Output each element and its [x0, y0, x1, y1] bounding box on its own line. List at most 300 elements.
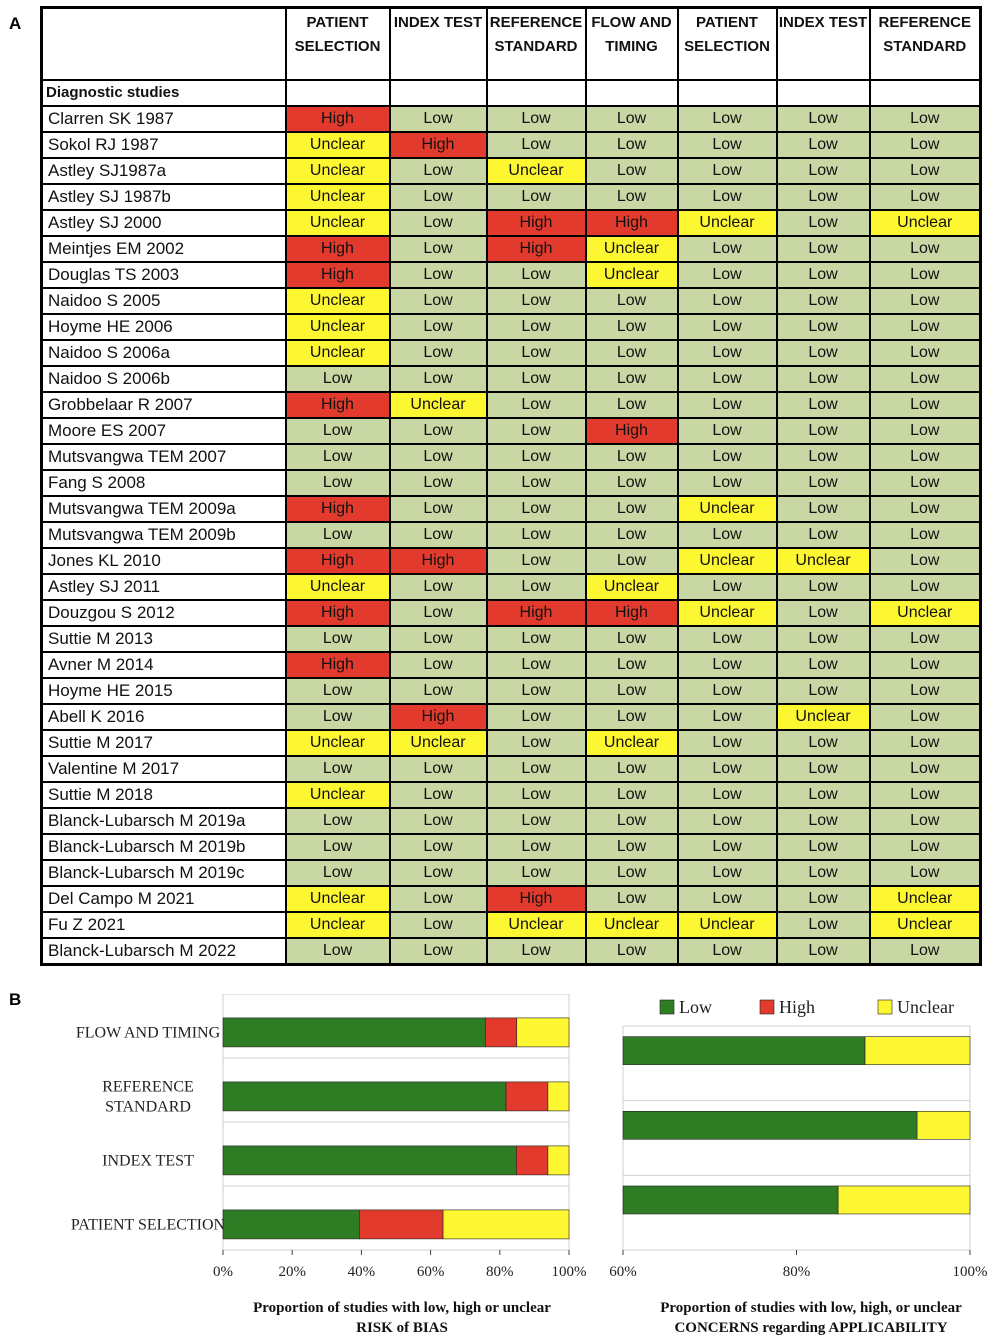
rating-cell: Unclear: [390, 730, 487, 756]
rating-cell: High: [286, 548, 390, 574]
table-row: [42, 470, 981, 496]
rating-cell: Low: [870, 288, 981, 314]
rating-cell: Low: [678, 288, 777, 314]
study-name: Astley SJ1987a: [42, 158, 286, 184]
rating-cell: Low: [390, 626, 487, 652]
study-name: Blanck-Lubarsch M 2022: [42, 938, 286, 965]
rating-cell: Low: [777, 756, 870, 782]
rating-cell: High: [586, 600, 678, 626]
rating-cell: Low: [487, 834, 586, 860]
study-name: Douzgou S 2012: [42, 600, 286, 626]
table-row: [42, 496, 981, 522]
rating-cell: Low: [390, 808, 487, 834]
rating-cell: Low: [678, 652, 777, 678]
bar-segment-high: [359, 1210, 443, 1239]
rating-cell: Unclear: [286, 132, 390, 158]
rating-cell: Low: [390, 288, 487, 314]
rating-cell: Low: [678, 704, 777, 730]
rating-cell: Low: [487, 782, 586, 808]
rating-cell: Unclear: [286, 912, 390, 938]
rating-cell: High: [487, 886, 586, 912]
study-name: Mutsvangwa TEM 2009a: [42, 496, 286, 522]
rating-cell: Low: [870, 678, 981, 704]
x-tick-label: 100%: [551, 1264, 587, 1280]
rating-cell: Low: [487, 418, 586, 444]
rating-cell: Low: [286, 470, 390, 496]
rating-cell: Unclear: [286, 184, 390, 210]
rating-cell: Low: [678, 860, 777, 886]
table-row: [42, 444, 981, 470]
rating-cell: Low: [870, 314, 981, 340]
rating-cell: Low: [586, 808, 678, 834]
rating-cell: Low: [777, 522, 870, 548]
panel-a-label: A: [9, 14, 22, 33]
rating-cell: High: [390, 704, 487, 730]
rating-cell: High: [586, 418, 678, 444]
rating-cell: High: [286, 106, 390, 132]
risk-of-bias-chart: [0, 994, 600, 1344]
legend-label: Unclear: [897, 997, 954, 1017]
rating-cell: Low: [777, 730, 870, 756]
study-name: Astley SJ 2011: [42, 574, 286, 600]
header-empty: [42, 8, 286, 81]
rating-cell: High: [286, 496, 390, 522]
study-name: Hoyme HE 2015: [42, 678, 286, 704]
x-axis-label-line1: Proportion of studies with low, high, or unclear: [660, 1300, 962, 1316]
study-name: Valentine M 2017: [42, 756, 286, 782]
rating-cell: Low: [487, 392, 586, 418]
rating-cell: Low: [777, 834, 870, 860]
bar-segment-unclear: [917, 1111, 970, 1139]
header-index-test-bias: INDEX TEST: [390, 8, 487, 81]
rating-cell: Low: [870, 132, 981, 158]
x-tick-label: 60%: [416, 1264, 445, 1280]
rating-cell: Low: [390, 184, 487, 210]
study-name: Fu Z 2021: [42, 912, 286, 938]
rating-cell: Low: [487, 704, 586, 730]
rating-cell: Low: [286, 366, 390, 392]
rating-cell: Low: [678, 106, 777, 132]
rating-cell: Low: [286, 522, 390, 548]
rating-cell: Low: [390, 470, 487, 496]
bar-segment-low: [623, 1111, 917, 1139]
table-row: [42, 522, 981, 548]
rating-cell: Low: [777, 236, 870, 262]
rating-cell: Low: [390, 652, 487, 678]
table-row: [42, 210, 981, 236]
rating-cell: Low: [870, 106, 981, 132]
rating-cell: Low: [870, 574, 981, 600]
rating-cell: Low: [586, 626, 678, 652]
rating-cell: Low: [870, 782, 981, 808]
rating-cell: Low: [487, 444, 586, 470]
rating-cell: High: [390, 132, 487, 158]
rating-cell: Low: [390, 912, 487, 938]
rating-cell: Unclear: [586, 912, 678, 938]
table-row: [42, 704, 981, 730]
rating-cell: Low: [487, 730, 586, 756]
rating-cell: Unclear: [487, 158, 586, 184]
rating-cell: Low: [870, 548, 981, 574]
rating-cell: Low: [777, 418, 870, 444]
rating-cell: Low: [487, 184, 586, 210]
rating-cell: Unclear: [870, 886, 981, 912]
rating-cell: Unclear: [870, 600, 981, 626]
rating-cell: Low: [870, 704, 981, 730]
rating-cell: Low: [390, 314, 487, 340]
rating-cell: Low: [390, 418, 487, 444]
rating-cell: Unclear: [286, 730, 390, 756]
rating-cell: Low: [678, 470, 777, 496]
rating-cell: Low: [487, 288, 586, 314]
category-label: REFERENCE STANDARD: [102, 1078, 194, 1116]
bar-segment-unclear: [548, 1146, 569, 1175]
study-name: Suttie M 2013: [42, 626, 286, 652]
study-name: Blanck-Lubarsch M 2019c: [42, 860, 286, 886]
rating-cell: Unclear: [777, 548, 870, 574]
rating-cell: Low: [586, 106, 678, 132]
rating-cell: High: [286, 600, 390, 626]
rating-cell: Low: [487, 756, 586, 782]
rating-cell: Low: [286, 756, 390, 782]
rating-cell: Low: [487, 808, 586, 834]
rating-cell: Low: [487, 314, 586, 340]
rating-cell: Low: [487, 522, 586, 548]
rating-cell: Low: [870, 626, 981, 652]
table-row: [42, 574, 981, 600]
study-name: Fang S 2008: [42, 470, 286, 496]
rating-cell: Low: [390, 262, 487, 288]
rating-cell: Low: [777, 314, 870, 340]
rating-cell: Low: [586, 314, 678, 340]
bar-segment-low: [223, 1082, 506, 1111]
rating-cell: Low: [586, 782, 678, 808]
rating-cell: Low: [678, 938, 777, 965]
rating-cell: Unclear: [586, 262, 678, 288]
rating-cell: Low: [777, 340, 870, 366]
table-row: [42, 418, 981, 444]
rating-cell: Low: [586, 496, 678, 522]
rating-cell: Low: [390, 158, 487, 184]
rating-cell: Low: [870, 470, 981, 496]
rating-cell: Low: [777, 496, 870, 522]
rating-cell: Low: [678, 444, 777, 470]
table-row: [42, 886, 981, 912]
rating-cell: Low: [777, 288, 870, 314]
study-name: Clarren SK 1987: [42, 106, 286, 132]
rating-cell: Low: [777, 210, 870, 236]
table-row: [42, 314, 981, 340]
rating-cell: High: [286, 236, 390, 262]
rating-cell: Low: [678, 366, 777, 392]
rating-cell: Low: [777, 600, 870, 626]
rating-cell: Low: [777, 860, 870, 886]
rating-cell: Low: [390, 756, 487, 782]
rating-cell: Low: [390, 782, 487, 808]
bar-segment-unclear: [865, 1037, 970, 1065]
rating-cell: Low: [390, 886, 487, 912]
rating-cell: Low: [870, 860, 981, 886]
study-name: Blanck-Lubarsch M 2019b: [42, 834, 286, 860]
legend-swatch-low: [660, 1000, 674, 1014]
rating-cell: Low: [390, 522, 487, 548]
rating-cell: Low: [777, 106, 870, 132]
rating-cell: Low: [870, 366, 981, 392]
table-row: [42, 340, 981, 366]
rating-cell: Low: [487, 548, 586, 574]
rating-cell: Low: [487, 366, 586, 392]
table-row: [42, 392, 981, 418]
rating-cell: Low: [678, 522, 777, 548]
rating-cell: Low: [777, 184, 870, 210]
rating-cell: Low: [586, 184, 678, 210]
rating-cell: Low: [870, 340, 981, 366]
legend-label: High: [779, 997, 815, 1017]
rating-cell: Low: [390, 496, 487, 522]
header-patient-selection-applicability: PATIENT SELECTION: [678, 8, 777, 81]
rating-cell: Low: [487, 626, 586, 652]
rating-cell: Low: [777, 392, 870, 418]
rating-cell: Low: [286, 626, 390, 652]
rating-cell: Low: [487, 470, 586, 496]
rating-cell: High: [286, 262, 390, 288]
rating-cell: Unclear: [286, 782, 390, 808]
rating-cell: Low: [390, 340, 487, 366]
rating-cell: Low: [678, 236, 777, 262]
study-name: Suttie M 2018: [42, 782, 286, 808]
bar-segment-low: [623, 1186, 838, 1214]
rating-cell: Low: [286, 938, 390, 965]
rating-cell: Low: [678, 574, 777, 600]
study-name: Meintjes EM 2002: [42, 236, 286, 262]
rating-cell: Low: [678, 418, 777, 444]
applicability-chart: [600, 994, 999, 1344]
rating-cell: Low: [777, 470, 870, 496]
study-name: Moore ES 2007: [42, 418, 286, 444]
table-row: [42, 834, 981, 860]
rating-cell: Unclear: [678, 548, 777, 574]
rating-cell: Low: [870, 418, 981, 444]
rating-cell: Low: [586, 470, 678, 496]
rating-cell: Low: [390, 860, 487, 886]
table-row: [42, 600, 981, 626]
bar-segment-unclear: [548, 1082, 569, 1111]
legend-swatch-unclear: [878, 1000, 892, 1014]
legend-swatch-high: [760, 1000, 774, 1014]
x-tick-label: 40%: [347, 1264, 376, 1280]
rating-cell: Low: [586, 288, 678, 314]
rating-cell: Low: [678, 314, 777, 340]
bar-segment-low: [623, 1037, 865, 1065]
rating-cell: High: [487, 210, 586, 236]
rating-cell: Low: [487, 496, 586, 522]
rating-cell: Unclear: [870, 912, 981, 938]
study-name: Del Campo M 2021: [42, 886, 286, 912]
rating-cell: Low: [487, 652, 586, 678]
header-patient-selection-bias: PATIENT SELECTION: [286, 8, 390, 81]
rating-cell: Low: [870, 184, 981, 210]
rating-cell: Low: [870, 730, 981, 756]
table-row: [42, 652, 981, 678]
quality-assessment-table: [40, 6, 982, 966]
rating-cell: Unclear: [487, 912, 586, 938]
rating-cell: Low: [777, 574, 870, 600]
rating-cell: Low: [678, 340, 777, 366]
rating-cell: Low: [487, 132, 586, 158]
section-row: [42, 80, 981, 106]
rating-cell: Low: [777, 158, 870, 184]
rating-cell: Unclear: [586, 730, 678, 756]
rating-cell: Low: [777, 132, 870, 158]
table-row: [42, 678, 981, 704]
rating-cell: Low: [777, 626, 870, 652]
rating-cell: Unclear: [286, 210, 390, 236]
study-name: Douglas TS 2003: [42, 262, 286, 288]
table-row: [42, 626, 981, 652]
bar-segment-low: [223, 1018, 485, 1047]
rating-cell: Low: [586, 678, 678, 704]
rating-cell: Low: [586, 522, 678, 548]
rating-cell: Low: [777, 262, 870, 288]
rating-cell: Low: [487, 262, 586, 288]
category-label: FLOW AND TIMING: [75, 1024, 221, 1042]
rating-cell: High: [586, 210, 678, 236]
rating-cell: Low: [870, 834, 981, 860]
bar-segment-unclear: [443, 1210, 569, 1239]
rating-cell: Low: [870, 756, 981, 782]
table-row: [42, 548, 981, 574]
table-row: [42, 288, 981, 314]
rating-cell: Low: [777, 782, 870, 808]
study-name: Astley SJ 1987b: [42, 184, 286, 210]
study-name: Mutsvangwa TEM 2007: [42, 444, 286, 470]
study-name: Suttie M 2017: [42, 730, 286, 756]
rating-cell: Low: [678, 626, 777, 652]
x-axis-label-line2: CONCERNS regarding APPLICABILITY: [674, 1320, 948, 1336]
rating-cell: Low: [678, 158, 777, 184]
rating-cell: High: [390, 548, 487, 574]
rating-cell: Low: [586, 834, 678, 860]
study-name: Abell K 2016: [42, 704, 286, 730]
bar-segment-unclear: [517, 1018, 569, 1047]
rating-cell: Low: [870, 522, 981, 548]
rating-cell: Low: [487, 938, 586, 965]
rating-cell: Low: [777, 366, 870, 392]
rating-cell: Low: [390, 444, 487, 470]
rating-cell: Low: [777, 886, 870, 912]
bar-segment-high: [485, 1018, 516, 1047]
rating-cell: Low: [678, 392, 777, 418]
rating-cell: Low: [777, 652, 870, 678]
rating-cell: Low: [586, 340, 678, 366]
table-header-row: [42, 8, 981, 81]
rating-cell: Low: [777, 444, 870, 470]
table-row: [42, 756, 981, 782]
study-name: Avner M 2014: [42, 652, 286, 678]
study-name: Blanck-Lubarsch M 2019a: [42, 808, 286, 834]
rating-cell: Unclear: [678, 600, 777, 626]
rating-cell: Low: [487, 678, 586, 704]
rating-cell: High: [286, 652, 390, 678]
study-name: Hoyme HE 2006: [42, 314, 286, 340]
rating-cell: Unclear: [286, 886, 390, 912]
table-row: [42, 366, 981, 392]
rating-cell: Low: [678, 678, 777, 704]
rating-cell: Low: [586, 548, 678, 574]
rating-cell: Low: [586, 158, 678, 184]
table-row: [42, 184, 981, 210]
rating-cell: Low: [390, 210, 487, 236]
study-name: Astley SJ 2000: [42, 210, 286, 236]
rating-cell: Low: [586, 132, 678, 158]
table-row: [42, 912, 981, 938]
header-reference-standard-bias: REFERENCE STANDARD: [487, 8, 586, 81]
rating-cell: Low: [586, 366, 678, 392]
rating-cell: High: [286, 392, 390, 418]
table-row: [42, 158, 981, 184]
bar-segment-unclear: [838, 1186, 970, 1214]
header-reference-standard-applicability: REFERENCE STANDARD: [870, 8, 981, 81]
rating-cell: Low: [390, 236, 487, 262]
rating-cell: Low: [586, 860, 678, 886]
header-index-test-applicability: INDEX TEST: [777, 8, 870, 81]
table-row: [42, 106, 981, 132]
rating-cell: Low: [286, 444, 390, 470]
bar-segment-low: [223, 1146, 516, 1175]
rating-cell: High: [487, 236, 586, 262]
study-name: Sokol RJ 1987: [42, 132, 286, 158]
rating-cell: Low: [678, 886, 777, 912]
rating-cell: Low: [777, 808, 870, 834]
rating-cell: Low: [586, 392, 678, 418]
x-tick-label: 0%: [213, 1264, 233, 1280]
rating-cell: Low: [870, 158, 981, 184]
rating-cell: Low: [870, 236, 981, 262]
rating-cell: Low: [390, 106, 487, 132]
rating-cell: Unclear: [286, 158, 390, 184]
rating-cell: Low: [487, 106, 586, 132]
x-tick-label: 100%: [952, 1264, 988, 1280]
rating-cell: Low: [678, 730, 777, 756]
rating-cell: Low: [586, 652, 678, 678]
x-tick-label: 60%: [609, 1264, 637, 1280]
table-row: [42, 132, 981, 158]
rating-cell: Low: [286, 860, 390, 886]
table-row: [42, 808, 981, 834]
bar-segment-high: [516, 1146, 547, 1175]
rating-cell: Low: [286, 418, 390, 444]
rating-cell: Unclear: [286, 340, 390, 366]
rating-cell: Low: [678, 184, 777, 210]
legend-label: Low: [679, 997, 712, 1017]
rating-cell: Low: [390, 678, 487, 704]
study-name: Mutsvangwa TEM 2009b: [42, 522, 286, 548]
rating-cell: Low: [678, 808, 777, 834]
rating-cell: Unclear: [586, 574, 678, 600]
rating-cell: Low: [870, 392, 981, 418]
rating-cell: High: [487, 600, 586, 626]
rating-cell: Unclear: [678, 496, 777, 522]
table-row: [42, 860, 981, 886]
study-name: Naidoo S 2006a: [42, 340, 286, 366]
rating-cell: Low: [487, 860, 586, 886]
rating-cell: Low: [286, 808, 390, 834]
x-tick-label: 20%: [278, 1264, 306, 1280]
rating-cell: Low: [487, 340, 586, 366]
rating-cell: Low: [870, 444, 981, 470]
bar-segment-low: [223, 1210, 359, 1239]
rating-cell: Unclear: [777, 704, 870, 730]
